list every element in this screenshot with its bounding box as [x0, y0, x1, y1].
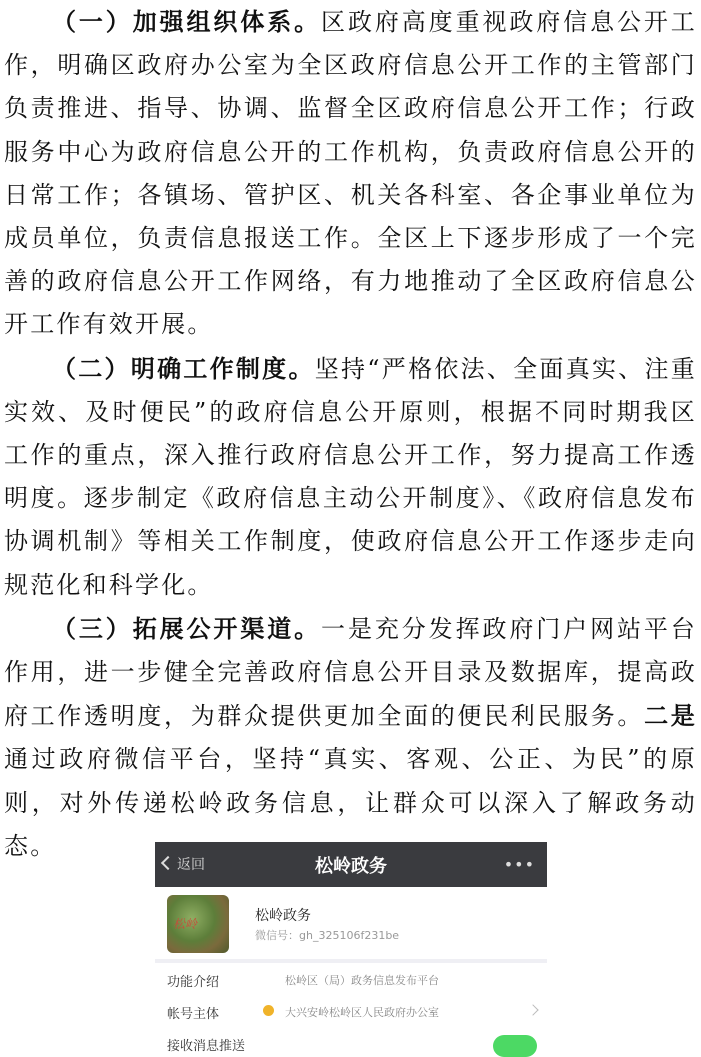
paragraph-text: 区政府高度重视政府信息公开工作，明确区政府办公室为全区政府信息公开工作的主管部门负责推进、指导、协调、监督全区政府信息公开工作；行政服务中心为政府信息公开的工作机构，负责政府信息公开的日常工作；各镇场、管护区、机关各科室、各企事业单位为成员单位，负责信息报送工作。全区上下逐步形成了一个完善的政府信息公开工作网络，有力地推动了全区政府信息公开工作有效开展。: [4, 8, 697, 339]
point-two-label: 二是: [644, 701, 697, 731]
row-key: 接收消息推送: [167, 1039, 246, 1054]
row-key: 功能介绍: [167, 975, 220, 990]
paragraph-text: 坚持“严格依法、全面真实、注重实效、及时便民”的政府信息公开原则，根据不同时期我区工作的重点，深入推行政府信息公开工作，努力提高工作透明度。逐步制定《政府信息主动公开制度》、《政府信息发布协调机制》等相关工作制度，使政府信息公开工作逐步走向规范化和科学化。: [4, 354, 697, 599]
row-value: 大兴安岭松岭区人民政府办公室: [285, 1006, 439, 1019]
avatar-text: 松岭: [173, 917, 198, 931]
paragraph-channels: [0, 607, 701, 868]
paragraph-system: [0, 347, 701, 607]
account-name: 松岭政务: [255, 908, 311, 924]
row-value: 松岭区（局）政务信息发布平台: [285, 974, 439, 987]
push-toggle[interactable]: [493, 1035, 537, 1057]
point-one-label: 一是: [321, 614, 375, 643]
paragraph-text: 充分发挥政府门户网站平台作用，进一步健全完善政府信息公开目录及数据库，提高政府工作透明度，为群众提供更加全面的便民利民服务。: [4, 614, 698, 731]
account-profile: [155, 887, 547, 959]
row-key: 帐号主体: [167, 1007, 220, 1022]
row-account-owner[interactable]: [155, 995, 547, 1028]
navigation-bar: [155, 842, 547, 887]
paragraph-heading: （一）加强组织体系。: [52, 7, 322, 36]
chevron-right-icon: [527, 1004, 538, 1015]
wechat-account-screenshot: [155, 842, 547, 1057]
paragraph-organization: [0, 0, 701, 347]
back-label: 返回: [177, 857, 205, 873]
more-icon[interactable]: •••: [503, 855, 535, 874]
avatar: [167, 895, 229, 953]
verified-icon: [263, 1005, 274, 1016]
paragraph-text: 通过政府微信平台，坚持“真实、客观、公正、为民”的原则，对外传递松岭政务信息，让群众可以深入了解政务动态。: [4, 745, 697, 860]
row-push-notifications: [155, 1027, 547, 1057]
page-title: 松岭政务: [315, 856, 387, 877]
paragraph-heading: （三）拓展公开渠道。: [52, 613, 322, 643]
paragraph-heading: （二）明确工作制度。: [52, 353, 315, 383]
row-function-intro: [155, 963, 547, 996]
account-id: 微信号：gh_325106f231be: [255, 929, 400, 942]
